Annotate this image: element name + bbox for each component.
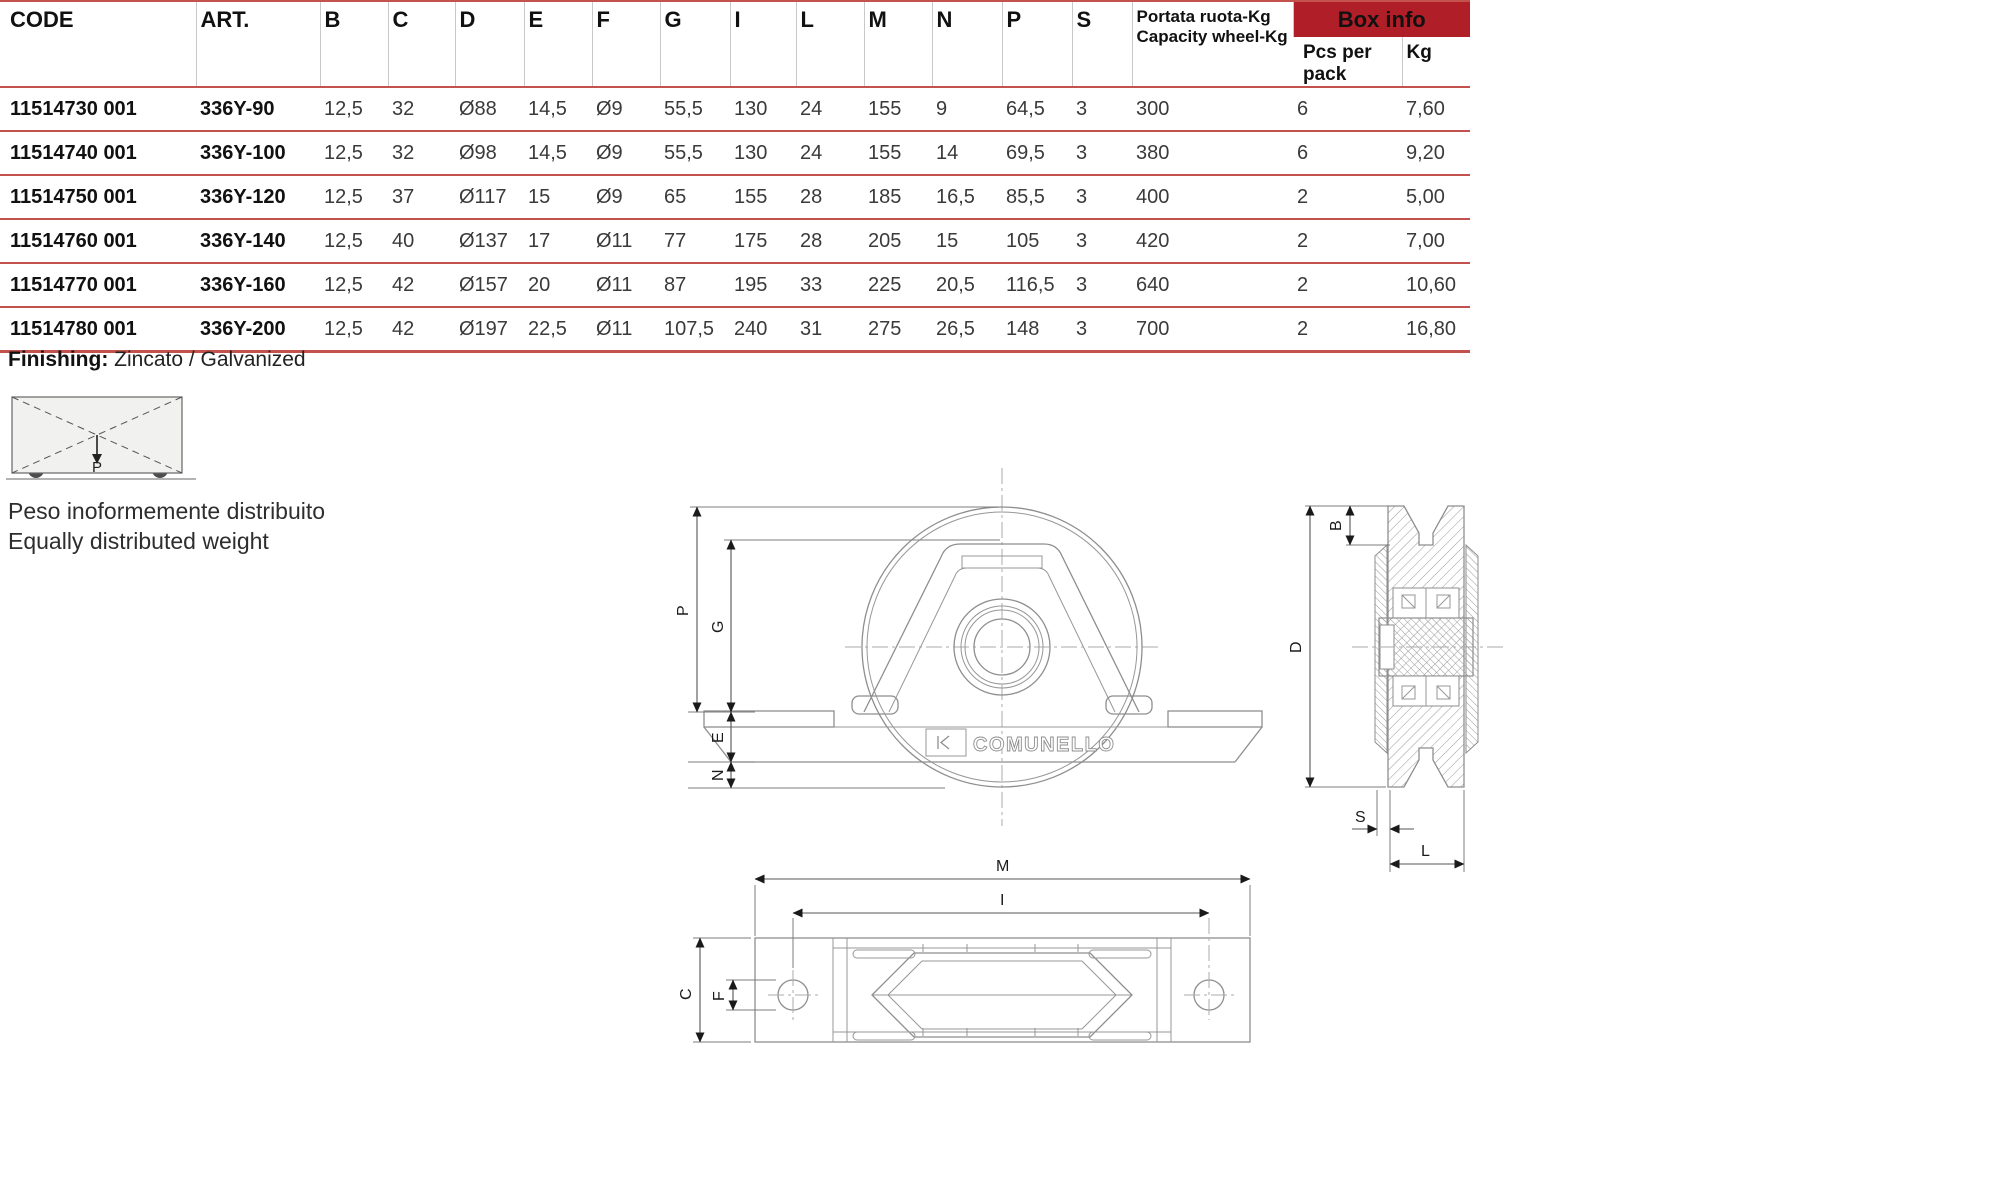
dim-d-cell: Ø197: [455, 307, 524, 352]
finishing-value: Zincato / Galvanized: [114, 348, 306, 371]
dim-label-n: N: [710, 769, 727, 781]
dim-g-cell: 65: [660, 175, 730, 219]
col-header-pcs-per-pack: Pcs per pack: [1303, 42, 1372, 85]
code-cell: 11514770 001: [0, 263, 196, 307]
dim-n-cell: 9: [932, 87, 1002, 131]
art-cell: 336Y-120: [196, 175, 320, 219]
dim-d-cell: Ø137: [455, 219, 524, 263]
dim-p-cell: 105: [1002, 219, 1072, 263]
dim-p-cell: 64,5: [1002, 87, 1072, 131]
bottom-plan-view: [678, 858, 1250, 1042]
dim-l-cell: 24: [796, 87, 864, 131]
dim-f-cell: Ø9: [592, 131, 660, 175]
dim-n-cell: 20,5: [932, 263, 1002, 307]
pcs-per-pack-cell: 2: [1293, 263, 1402, 307]
code-cell: 11514760 001: [0, 219, 196, 263]
col-header-g: G: [660, 1, 730, 87]
dim-s-cell: 3: [1072, 307, 1132, 352]
code-cell: 11514750 001: [0, 175, 196, 219]
dim-d-cell: Ø88: [455, 87, 524, 131]
dim-c-cell: 37: [388, 175, 455, 219]
dim-i-cell: 155: [730, 175, 796, 219]
dim-e-cell: 14,5: [524, 87, 592, 131]
pcs-per-pack-cell: 2: [1293, 219, 1402, 263]
dim-s-cell: 3: [1072, 131, 1132, 175]
dim-f-cell: Ø9: [592, 175, 660, 219]
dim-label-g: G: [710, 620, 727, 633]
dim-d-cell: Ø117: [455, 175, 524, 219]
dim-d-cell: Ø98: [455, 131, 524, 175]
capacity-cell: 400: [1132, 175, 1293, 219]
dim-g-cell: 55,5: [660, 87, 730, 131]
plan-view-dimensions: [678, 858, 1250, 1042]
dim-n-cell: 16,5: [932, 175, 1002, 219]
dim-l-cell: 24: [796, 131, 864, 175]
dim-label-b: B: [1328, 520, 1345, 531]
dim-s-cell: 3: [1072, 219, 1132, 263]
table-row: [0, 263, 1470, 307]
capacity-header-line1: Portata ruota-Kg: [1136, 7, 1271, 26]
pcs-per-pack-cell: 6: [1293, 131, 1402, 175]
capacity-cell: 380: [1132, 131, 1293, 175]
box-kg-cell: 5,00: [1402, 175, 1470, 219]
art-cell: 336Y-90: [196, 87, 320, 131]
capacity-header-line2: Capacity wheel-Kg: [1136, 27, 1288, 47]
dim-label-e: E: [710, 732, 727, 743]
dim-e-cell: 15: [524, 175, 592, 219]
plan-fold-ticks: [923, 944, 1078, 1036]
dim-label-i: I: [1000, 892, 1005, 909]
dim-b-cell: 12,5: [320, 219, 388, 263]
dim-i-cell: 130: [730, 131, 796, 175]
finishing-line: [8, 348, 306, 372]
front-view-drawing: [675, 468, 1262, 826]
weight-note-italian: Peso inoformemente distribuito: [8, 498, 326, 524]
plan-lip-strip-tl: [853, 950, 915, 958]
dim-label-s: S: [1355, 809, 1366, 826]
col-header-c: C: [388, 1, 455, 87]
col-header-capacity: [1132, 1, 1293, 87]
capacity-cell: 640: [1132, 263, 1293, 307]
col-header-art: ART.: [196, 1, 320, 87]
side-section-view: [1288, 506, 1506, 872]
plan-lip-strip-br: [1089, 1032, 1151, 1040]
dim-label-m: M: [996, 858, 1010, 875]
box-kg-cell: 9,20: [1402, 131, 1470, 175]
capacity-cell: 420: [1132, 219, 1293, 263]
dim-c-cell: 42: [388, 307, 455, 352]
dim-e-cell: 17: [524, 219, 592, 263]
art-cell: 336Y-100: [196, 131, 320, 175]
col-header-i: I: [730, 1, 796, 87]
plate-left-lip: [704, 711, 834, 727]
dim-label-c: C: [678, 988, 695, 1000]
dim-l-cell: 33: [796, 263, 864, 307]
brand-logo-box: [926, 729, 966, 756]
finishing-label: Finishing:: [8, 348, 109, 371]
col-header-m: M: [864, 1, 932, 87]
dim-m-cell: 155: [864, 131, 932, 175]
dim-e-cell: 14,5: [524, 131, 592, 175]
dim-f-cell: Ø9: [592, 87, 660, 131]
dim-i-cell: 240: [730, 307, 796, 352]
table-row: [0, 219, 1470, 263]
weight-arrow-label: P: [92, 459, 103, 476]
dim-b-cell: 12,5: [320, 131, 388, 175]
col-header-e: E: [524, 1, 592, 87]
art-cell: 336Y-160: [196, 263, 320, 307]
code-cell: 11514740 001: [0, 131, 196, 175]
pcs-per-pack-cell: 2: [1293, 175, 1402, 219]
box-info-banner: Box info: [1293, 1, 1470, 37]
brand-logo-text: COMUNELLO: [973, 734, 1116, 756]
box-kg-cell: 7,60: [1402, 87, 1470, 131]
spec-table-body: [0, 87, 1470, 352]
weight-note-english: Equally distributed weight: [8, 528, 269, 554]
box-kg-cell: 10,60: [1402, 263, 1470, 307]
art-cell: 336Y-200: [196, 307, 320, 352]
box-kg-cell: 7,00: [1402, 219, 1470, 263]
dim-n-cell: 15: [932, 219, 1002, 263]
dim-m-cell: 205: [864, 219, 932, 263]
dim-s-cell: 3: [1072, 87, 1132, 131]
dim-c-cell: 42: [388, 263, 455, 307]
brand-logo: [926, 729, 1115, 756]
plan-lip-strip-tr: [1089, 950, 1151, 958]
box-kg-cell: 16,80: [1402, 307, 1470, 352]
plate-right-slant: [1235, 727, 1262, 762]
col-header-p: P: [1002, 1, 1072, 87]
dim-c-cell: 32: [388, 131, 455, 175]
brand-logo-k-icon: [938, 736, 949, 749]
dim-e-cell: 22,5: [524, 307, 592, 352]
dim-i-cell: 175: [730, 219, 796, 263]
dim-p-cell: 69,5: [1002, 131, 1072, 175]
dim-m-cell: 185: [864, 175, 932, 219]
dim-m-cell: 155: [864, 87, 932, 131]
dim-c-cell: 32: [388, 87, 455, 131]
dim-s-cell: 3: [1072, 263, 1132, 307]
front-view-dimensions: [675, 507, 1000, 788]
table-row: [0, 175, 1470, 219]
col-header-s: S: [1072, 1, 1132, 87]
dim-e-cell: 20: [524, 263, 592, 307]
pcs-per-pack-cell: 6: [1293, 87, 1402, 131]
dim-c-cell: 40: [388, 219, 455, 263]
dim-n-cell: 14: [932, 131, 1002, 175]
table-row: [0, 307, 1470, 352]
plan-lip-strip-bl: [853, 1032, 915, 1040]
dim-g-cell: 107,5: [660, 307, 730, 352]
code-cell: 11514780 001: [0, 307, 196, 352]
dim-b-cell: 12,5: [320, 307, 388, 352]
dim-label-p: P: [675, 605, 692, 616]
capacity-cell: 300: [1132, 87, 1293, 131]
table-row: [0, 87, 1470, 131]
pcs-per-pack-cell: 2: [1293, 307, 1402, 352]
spec-table-header: [0, 1, 1470, 87]
dim-i-cell: 130: [730, 87, 796, 131]
dim-p-cell: 116,5: [1002, 263, 1072, 307]
dim-label-d: D: [1288, 641, 1305, 653]
dim-label-l: L: [1421, 843, 1430, 860]
technical-drawing: [520, 380, 1520, 1090]
col-header-f: F: [592, 1, 660, 87]
table-row: [0, 131, 1470, 175]
dim-g-cell: 77: [660, 219, 730, 263]
dim-b-cell: 12,5: [320, 263, 388, 307]
col-header-l: L: [796, 1, 864, 87]
plate-right-lip: [1168, 711, 1262, 727]
dim-l-cell: 31: [796, 307, 864, 352]
col-header-d: D: [455, 1, 524, 87]
col-header-kg: Kg: [1402, 37, 1470, 87]
plate-left-slant: [704, 727, 731, 762]
dim-label-f: F: [711, 991, 728, 1001]
dim-m-cell: 225: [864, 263, 932, 307]
art-cell: 336Y-140: [196, 219, 320, 263]
col-header-n: N: [932, 1, 1002, 87]
col-header-code: CODE: [10, 7, 74, 32]
dim-b-cell: 12,5: [320, 87, 388, 131]
dim-l-cell: 28: [796, 219, 864, 263]
dim-n-cell: 26,5: [932, 307, 1002, 352]
dim-s-cell: 3: [1072, 175, 1132, 219]
dim-p-cell: 148: [1002, 307, 1072, 352]
code-cell: 11514730 001: [0, 87, 196, 131]
col-header-b: B: [320, 1, 388, 87]
dim-f-cell: Ø11: [592, 219, 660, 263]
dim-f-cell: Ø11: [592, 263, 660, 307]
dim-p-cell: 85,5: [1002, 175, 1072, 219]
dim-b-cell: 12,5: [320, 175, 388, 219]
dim-m-cell: 275: [864, 307, 932, 352]
dim-g-cell: 87: [660, 263, 730, 307]
dim-i-cell: 195: [730, 263, 796, 307]
capacity-cell: 700: [1132, 307, 1293, 352]
dim-f-cell: Ø11: [592, 307, 660, 352]
dim-l-cell: 28: [796, 175, 864, 219]
dim-g-cell: 55,5: [660, 131, 730, 175]
dim-d-cell: Ø157: [455, 263, 524, 307]
weight-distribution-diagram: [6, 394, 198, 488]
spec-table: [0, 0, 1470, 353]
